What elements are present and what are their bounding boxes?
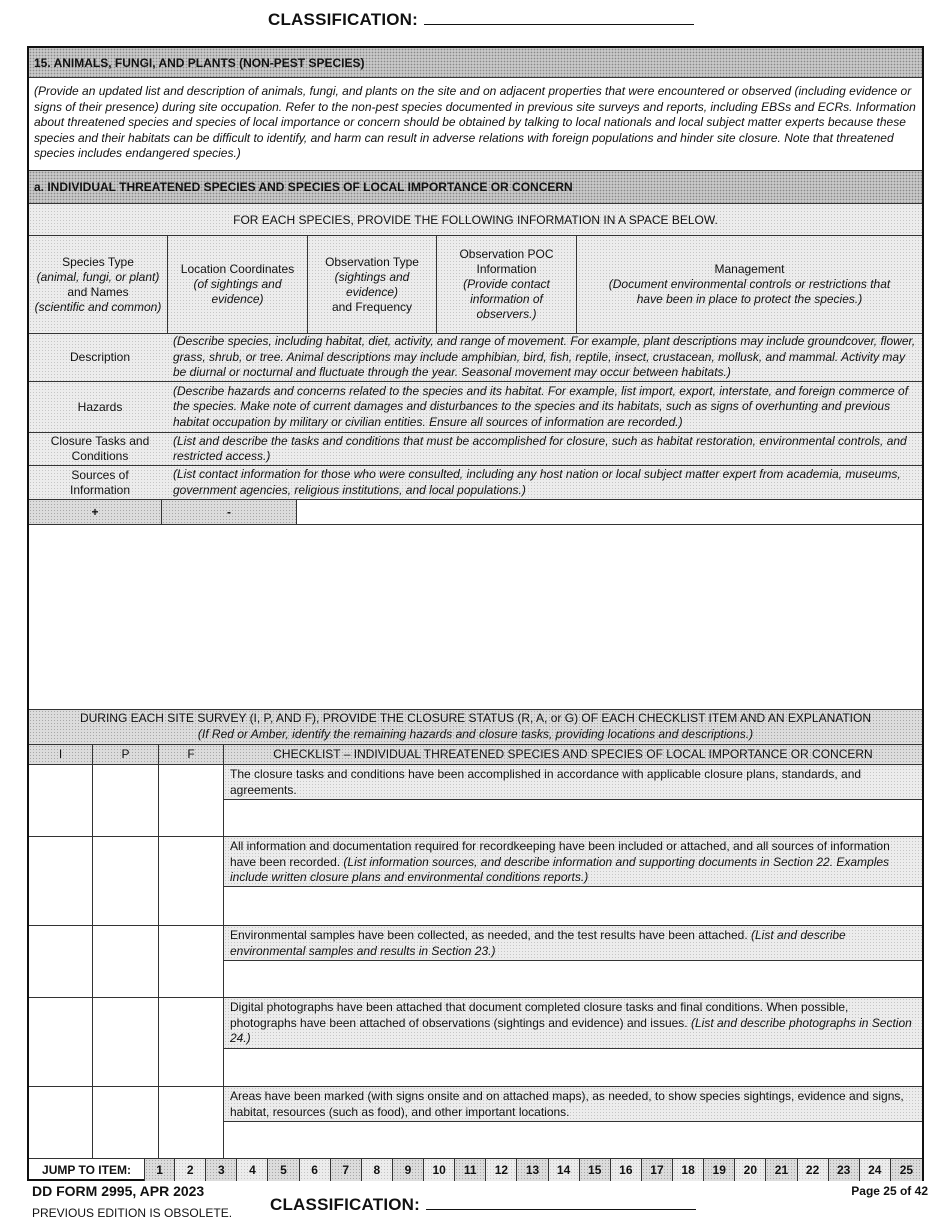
col-management: Management (Document environmental controls or restrictions that have been in place to protect the species.) — [608, 262, 891, 306]
jump-item-button[interactable]: 25 — [891, 1159, 922, 1181]
remove-species-button[interactable]: - — [162, 500, 297, 524]
jump-item-button[interactable]: 1 — [144, 1159, 175, 1181]
col-location-coordinates: Location Coordinates (of sightings and evidence) — [168, 236, 308, 333]
detail-row-description — [29, 334, 922, 382]
col-observation-poc: Observation POC Information (Provide contact information of observers.) — [437, 236, 577, 333]
col-i: I — [29, 745, 93, 764]
status-i-field[interactable] — [29, 1087, 93, 1158]
jump-item-button[interactable]: 2 — [175, 1159, 206, 1181]
detail-label: Closure Tasks and Conditions — [50, 434, 150, 463]
classification-bottom-field[interactable] — [426, 1196, 696, 1210]
checklist-item — [29, 926, 922, 998]
jump-item-button[interactable]: 17 — [642, 1159, 673, 1181]
checklist-explanation-field[interactable] — [224, 800, 922, 836]
section-title-bar — [29, 48, 922, 78]
jump-item-button[interactable]: 20 — [735, 1159, 766, 1181]
for-each-species-text: FOR EACH SPECIES, PROVIDE THE FOLLOWING INFORMATION IN A SPACE BELOW. — [233, 212, 718, 227]
detail-text: (Describe hazards and concerns related to the species and its habitat. For example, list import, export, interstate, and foreign commerce of the species. Make note of current damages and disturbances to the species and its habitats, such as signs of overhunting and previous habitat occupation by military or civilian entities. Ensure all sources of information are recorded.) — [173, 383, 909, 429]
jump-item-button[interactable]: 9 — [393, 1159, 424, 1181]
jump-item-button[interactable]: 7 — [331, 1159, 362, 1181]
checklist-item-text: Digital photographs have been attached that document completed closure tasks and final conditions. When possible, photographs have been attached of observations (sightings and evidence) and issues. (List and describe photographs in Section 24.) — [224, 998, 922, 1049]
col-f: F — [159, 745, 224, 764]
checklist-explanation-field[interactable] — [224, 887, 922, 925]
checklist-item-text: The closure tasks and conditions have been accomplished in accordance with applicable closure plans, standards, and agreements. — [224, 765, 922, 800]
classification-top: CLASSIFICATION: — [268, 10, 694, 30]
form-id: DD FORM 2995, APR 2023 — [32, 1183, 205, 1199]
detail-text: (List and describe the tasks and conditions that must be accomplished for closure, such as habitat restoration, environmental controls, and restricted access.) — [173, 433, 907, 463]
jump-item-button[interactable]: 18 — [673, 1159, 704, 1181]
jump-item-button[interactable]: 10 — [424, 1159, 455, 1181]
jump-item-button[interactable]: 22 — [798, 1159, 829, 1181]
section-15-form — [27, 46, 924, 1181]
status-i-field[interactable] — [29, 926, 93, 997]
subsection-title-bar — [29, 171, 922, 204]
checklist-item — [29, 765, 922, 837]
status-i-field[interactable] — [29, 765, 93, 836]
col-species-type: Species Type (animal, fungi, or plant) and Names (scientific and common) — [29, 236, 168, 333]
checklist-item-text: Areas have been marked (with signs onsite and on attached maps), as needed, to show species sightings, evidence and signs, habitat, resources (such as food), and other important locations. — [224, 1087, 922, 1122]
species-entry-controls — [29, 500, 922, 525]
status-p-field[interactable] — [93, 837, 159, 925]
jump-item-button[interactable]: 15 — [580, 1159, 611, 1181]
detail-text: (Describe species, including habitat, diet, activity, and range of movement. For example, plant descriptions may include groundcover, flower, grass, shrub, or tree. Animal descriptions may include amphibian, bird, fish, reptile, insect, crustacean, mollusk, and mammal. Activity may be diurnal or nocturnal and fluctuate through the year. Seasonal movement may occur between habitats.) — [173, 334, 916, 380]
detail-label: Sources of Information — [69, 467, 131, 497]
checklist-title: CHECKLIST – INDIVIDUAL THREATENED SPECIES AND SPECIES OF LOCAL IMPORTANCE OR CONCERN — [273, 747, 873, 761]
detail-label: Description — [69, 350, 131, 364]
jump-item-button[interactable]: 24 — [860, 1159, 891, 1181]
for-each-species-bar — [29, 204, 922, 236]
section-title: 15. ANIMALS, FUNGI, AND PLANTS (NON-PEST SPECIES) — [34, 55, 365, 70]
jump-item-button[interactable]: 19 — [704, 1159, 735, 1181]
species-entry-area[interactable] — [29, 525, 922, 710]
status-p-field[interactable] — [93, 1087, 159, 1158]
classification-top-field[interactable] — [424, 11, 694, 25]
species-columns-header — [29, 236, 922, 334]
status-f-field[interactable] — [159, 998, 224, 1086]
species-entry-field[interactable] — [297, 500, 922, 524]
jump-item-button[interactable]: 13 — [517, 1159, 548, 1181]
detail-row-closure-tasks — [29, 433, 922, 466]
checklist-item-text: All information and documentation required for recordkeeping have been included or attached, and all sources of information have been recorded. (List information sources, and describe information and supporting documents in Section 22. Examples include written closure plans and environmental conditions reports.) — [224, 837, 922, 887]
checklist-item — [29, 1087, 922, 1159]
jump-item-button[interactable]: 11 — [455, 1159, 486, 1181]
jump-item-button[interactable]: 3 — [206, 1159, 237, 1181]
status-f-field[interactable] — [159, 1087, 224, 1158]
checklist-explanation-field[interactable] — [224, 1122, 922, 1158]
jump-item-button[interactable]: 21 — [766, 1159, 797, 1181]
jump-item-button[interactable]: 4 — [237, 1159, 268, 1181]
section-instructions: (Provide an updated list and description of animals, fungi, and plants on the site and on adjacent properties that were encountered or observed (including evidence or signs of their presence) during site occupation. Refer to the non-pest species documented in previous site surveys and reports, including EBSs and ECRs. Information about threatened species and species of local importance or concern should be obtained by talking to local nationals and local subject matter experts because these species and their habitats can be difficult to identify, and harm can result in adverse relations with foreign populations and hinder site closure. Note that threatened species includes endangered species.) — [29, 78, 922, 171]
jump-items — [144, 1159, 922, 1181]
status-i-field[interactable] — [29, 998, 93, 1086]
status-i-field[interactable] — [29, 837, 93, 925]
jump-item-button[interactable]: 5 — [268, 1159, 299, 1181]
subsection-title: a. INDIVIDUAL THREATENED SPECIES AND SPECIES OF LOCAL IMPORTANCE OR CONCERN — [34, 180, 573, 194]
detail-row-hazards — [29, 382, 922, 433]
status-f-field[interactable] — [159, 926, 224, 997]
checklist-header-row — [29, 745, 922, 765]
classification-bottom: CLASSIFICATION: — [270, 1195, 696, 1215]
jump-item-button[interactable]: 23 — [829, 1159, 860, 1181]
checklist-explanation-field[interactable] — [224, 961, 922, 997]
detail-label: Hazards — [77, 399, 123, 414]
jump-item-button[interactable]: 8 — [362, 1159, 393, 1181]
col-p: P — [93, 745, 159, 764]
add-species-button[interactable]: + — [29, 500, 162, 524]
status-f-field[interactable] — [159, 837, 224, 925]
checklist-explanation-field[interactable] — [224, 1049, 922, 1086]
status-p-field[interactable] — [93, 765, 159, 836]
obsolete-note: PREVIOUS EDITION IS OBSOLETE. — [32, 1206, 233, 1220]
jump-item-button[interactable]: 6 — [300, 1159, 331, 1181]
jump-item-button[interactable]: 16 — [611, 1159, 642, 1181]
checklist-item — [29, 837, 922, 926]
detail-row-sources — [29, 466, 922, 500]
status-p-field[interactable] — [93, 926, 159, 997]
detail-text: (List contact information for those who were consulted, including any host nation or local subject matter expert from academia, museums, government agencies, religious institutions, and local populations.) — [173, 467, 901, 497]
checklist-item — [29, 998, 922, 1087]
jump-to-item-bar — [29, 1159, 922, 1181]
checklist-item-text: Environmental samples have been collected, as needed, and the test results have been attached. (List and describe environmental samples and results in Section 23.) — [224, 926, 922, 961]
jump-label: JUMP TO ITEM: — [42, 1163, 131, 1177]
status-f-field[interactable] — [159, 765, 224, 836]
status-p-field[interactable] — [93, 998, 159, 1086]
jump-item-button[interactable]: 14 — [549, 1159, 580, 1181]
jump-item-button[interactable]: 12 — [486, 1159, 517, 1181]
survey-header: DURING EACH SITE SURVEY (I, P, AND F), PROVIDE THE CLOSURE STATUS (R, A, or G) OF EACH CHECKLIST ITEM AND AN EXPLANATION (If Red or Amber, identify the remaining hazards and closure tasks, providing locations and descriptions.) — [29, 710, 922, 745]
page-number: Page 25 of 42 — [851, 1184, 928, 1198]
col-observation-type: Observation Type (sightings and evidence) and Frequency — [308, 236, 437, 333]
